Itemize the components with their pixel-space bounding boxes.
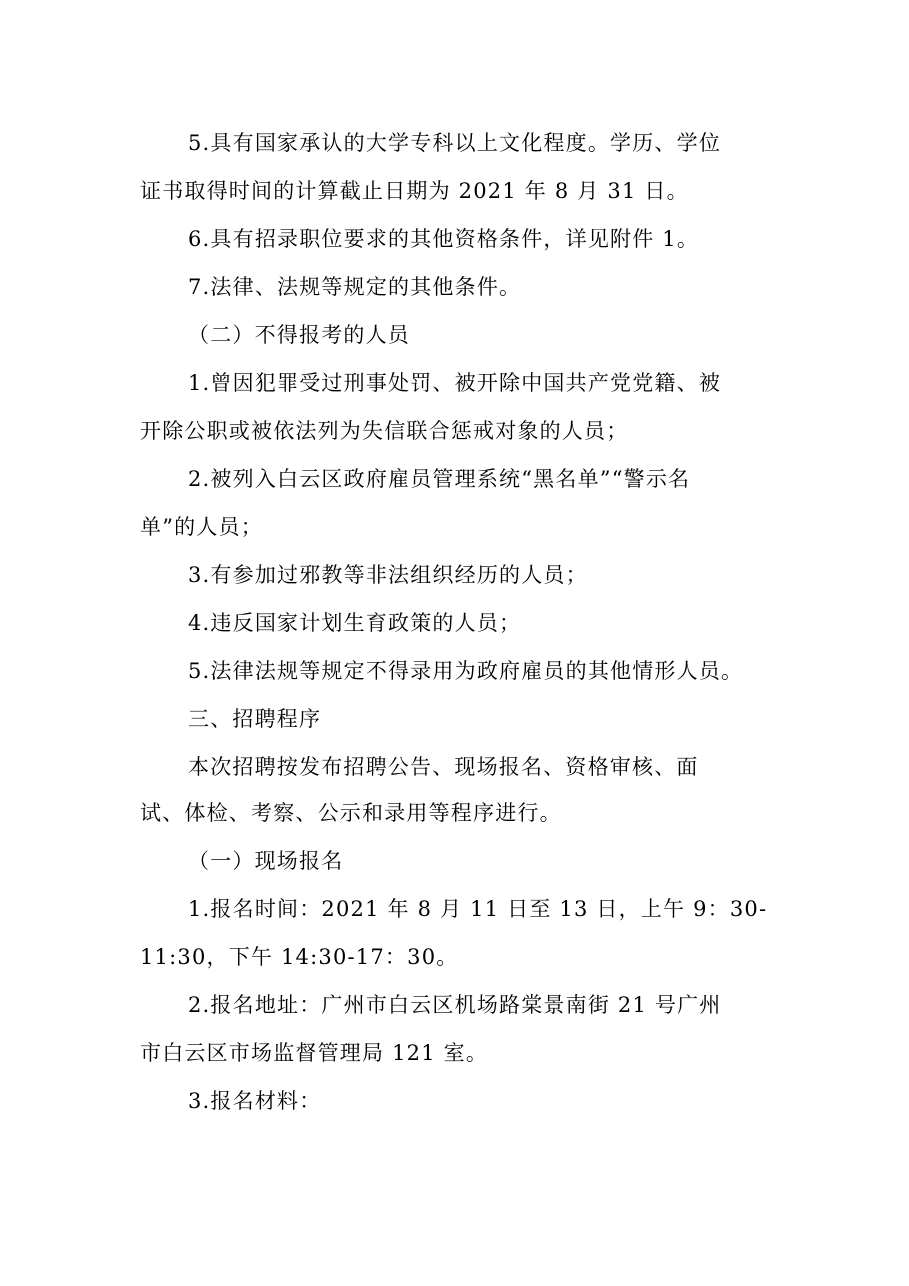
paragraph-line: 3.报名材料： — [188, 1089, 322, 1113]
paragraph-line: 1.曾因犯罪受过刑事处罚、被开除中国共产党党籍、被 — [188, 371, 722, 395]
paragraph-line: 证书取得时间的计算截止日期为 2021 年 8 月 31 日。 — [140, 179, 689, 203]
paragraph-line: 2.被列入白云区政府雇员管理系统“黑名单”“警示名 — [188, 467, 691, 491]
paragraph-line: 11:30，下午 14:30-17：30。 — [140, 945, 459, 969]
paragraph-line: 2.报名地址：广州市白云区机场路棠景南街 21 号广州 — [188, 993, 722, 1017]
section-heading: （二）不得报考的人员 — [188, 323, 410, 347]
paragraph-line: 3.有参加过邪教等非法组织经历的人员； — [188, 563, 588, 587]
paragraph-line: 5.法律法规等规定不得录用为政府雇员的其他情形人员。 — [188, 659, 744, 683]
paragraph-line: 4.违反国家计划生育政策的人员； — [188, 611, 522, 635]
paragraph-line: 市白云区市场监督管理局 121 室。 — [140, 1041, 489, 1065]
paragraph-line: 试、体检、考察、公示和录用等程序进行。 — [140, 801, 562, 825]
paragraph-line: 单”的人员； — [140, 515, 263, 539]
paragraph-line: 6.具有招录职位要求的其他资格条件，详见附件 1。 — [188, 227, 700, 251]
paragraph-line: 开除公职或被依法列为失信联合惩戒对象的人员； — [140, 419, 629, 443]
paragraph-line: 本次招聘按发布招聘公告、现场报名、资格审核、面 — [188, 755, 699, 779]
paragraph-line: 7.法律、法规等规定的其他条件。 — [188, 275, 522, 299]
paragraph-line: 5.具有国家承认的大学专科以上文化程度。学历、学位 — [188, 131, 722, 155]
section-heading: 三、招聘程序 — [188, 707, 322, 731]
paragraph-line: 1.报名时间：2021 年 8 月 11 日至 13 日，上午 9：30- — [188, 897, 768, 921]
section-heading: （一）现场报名 — [188, 849, 344, 873]
